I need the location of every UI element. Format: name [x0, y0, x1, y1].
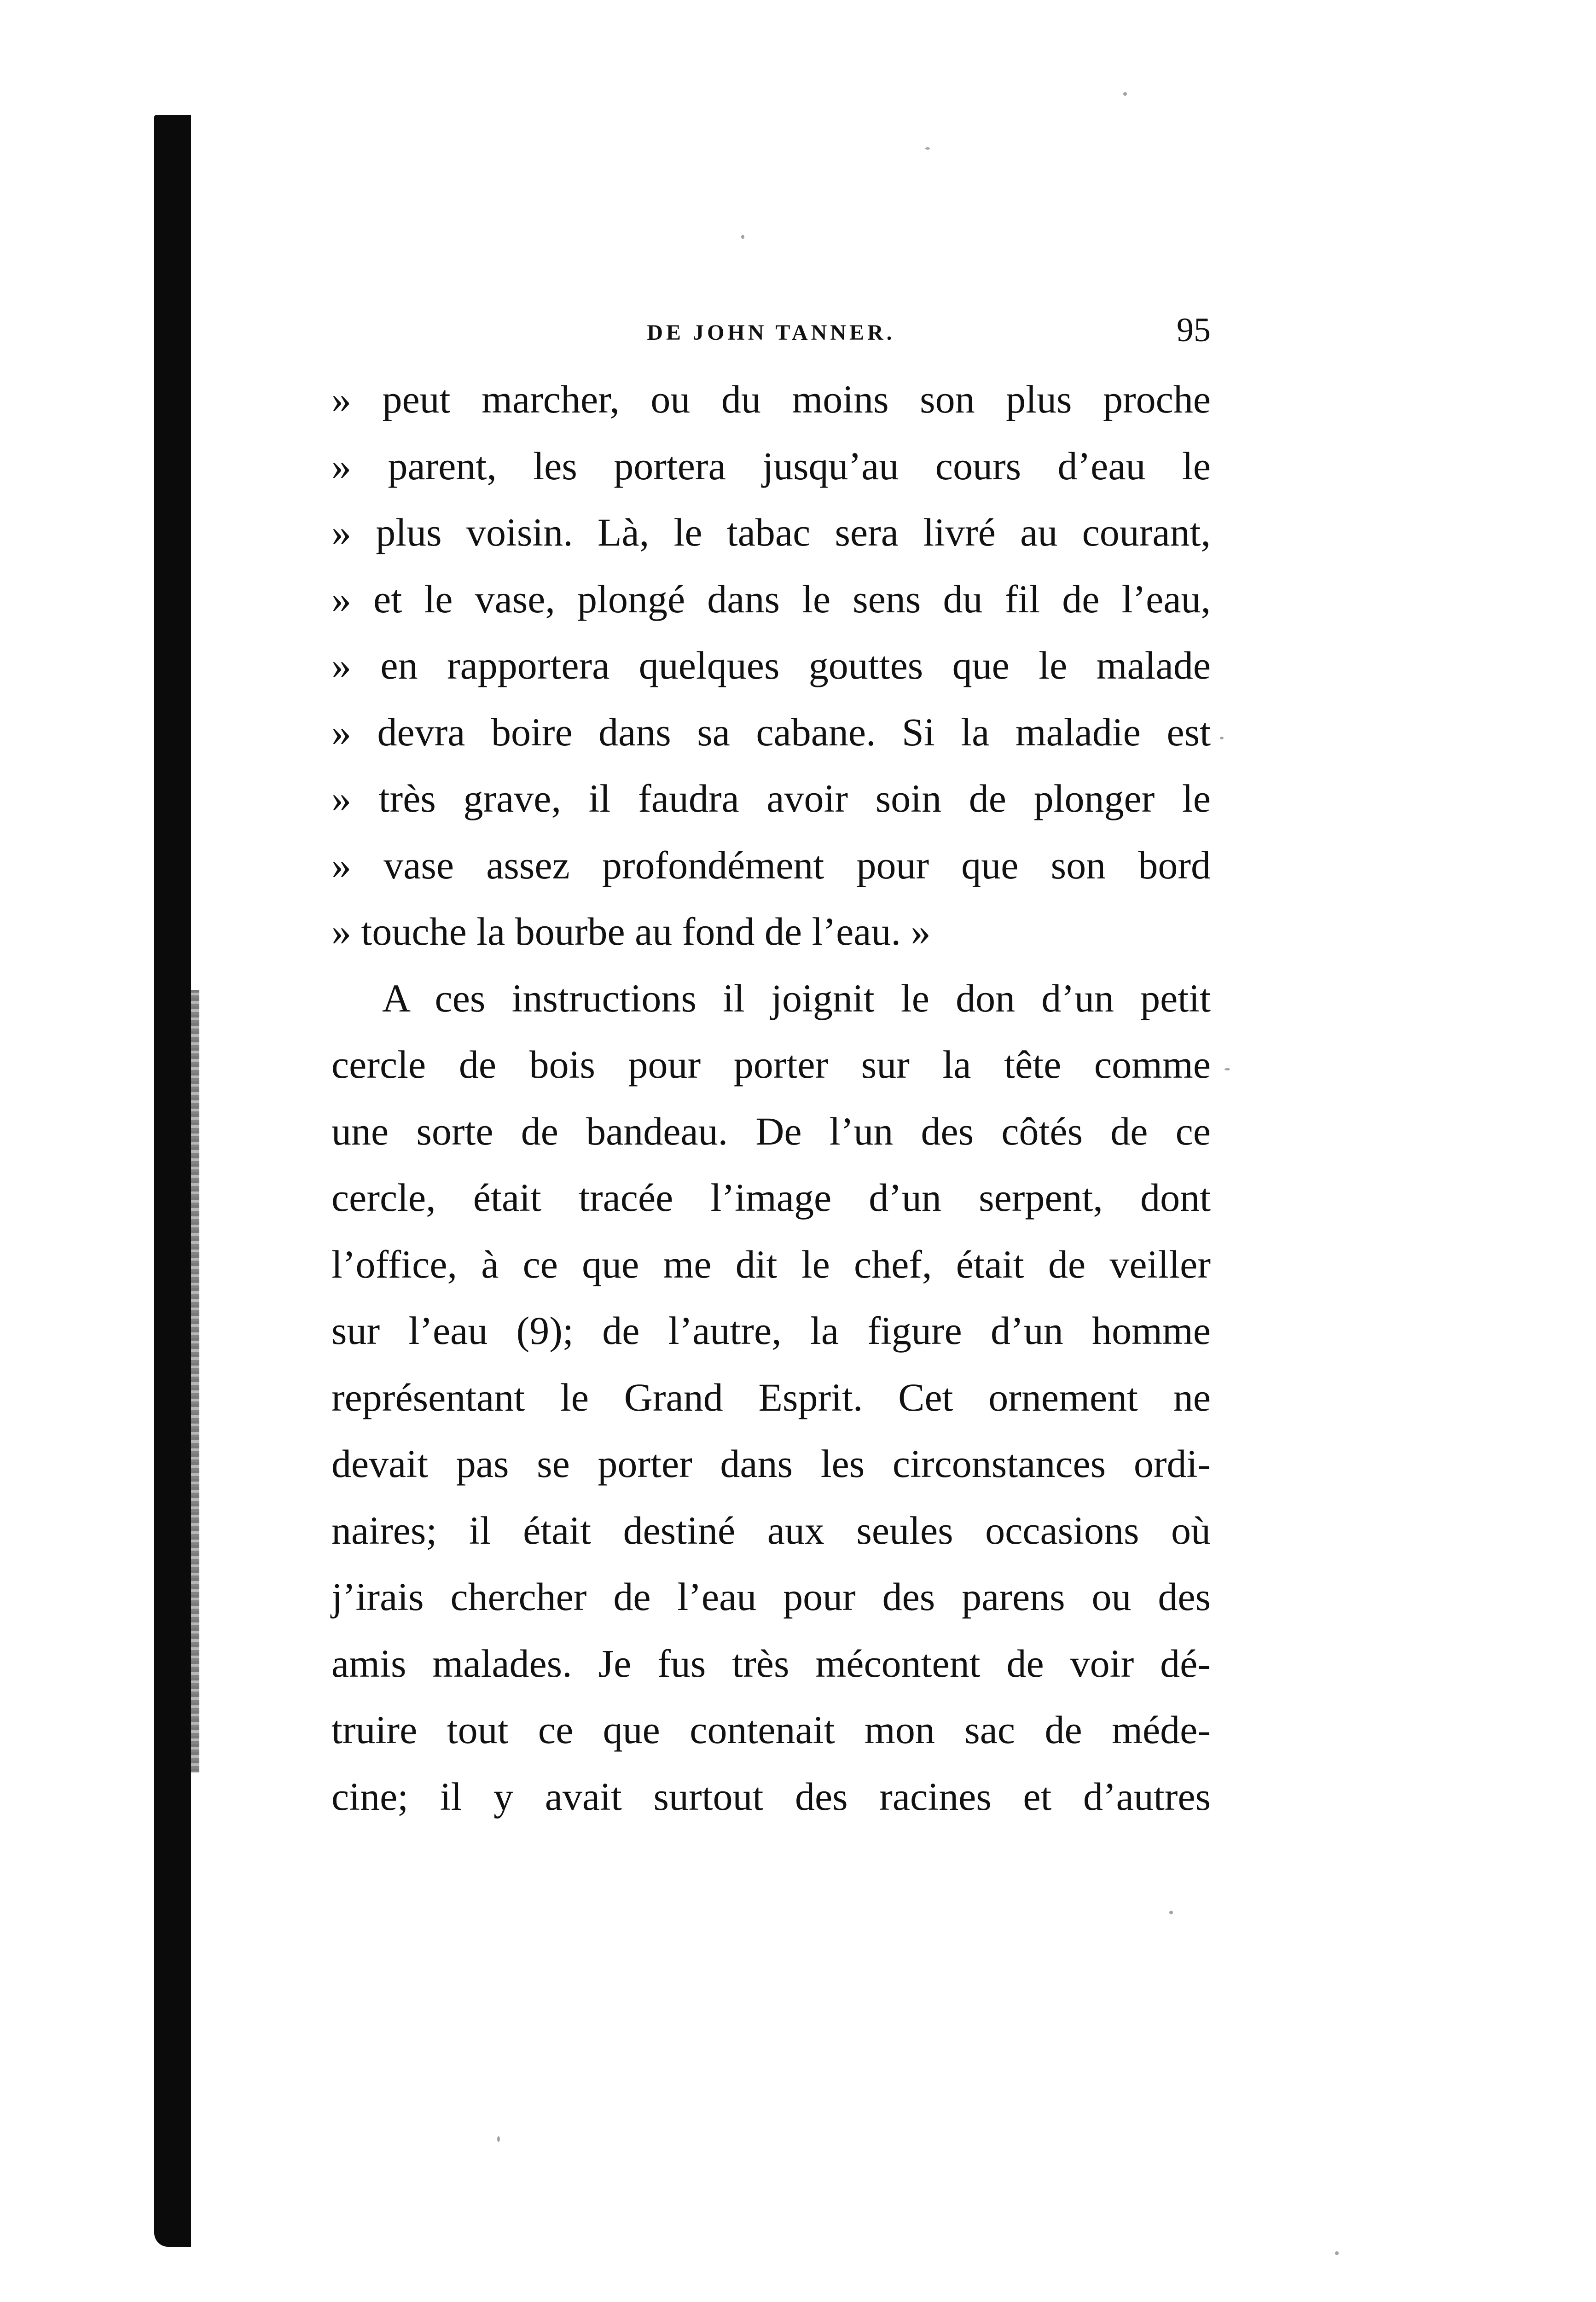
scan-speck: [1123, 92, 1127, 96]
text-line: cercle, était tracée l’image d’un serpent, dont: [331, 1175, 1211, 1220]
text-line: cine; il y avait surtout des racines et d’autres: [331, 1774, 1211, 1819]
running-head: [331, 311, 1211, 357]
scan-speck: [1220, 737, 1224, 739]
text-line: » devra boire dans sa cabane. Si la maladie est: [331, 709, 1211, 754]
text-line: une sorte de bandeau. De l’un des côtés de ce: [331, 1109, 1211, 1153]
scan-speck: [1225, 1068, 1230, 1070]
text-line: l’office, à ce que me dit le chef, était de veiller: [331, 1242, 1211, 1286]
text-line: » peut marcher, ou du moins son plus proche: [331, 377, 1211, 421]
text-line: » très grave, il faudra avoir soin de plonger le: [331, 776, 1211, 820]
binding-edge-shadow: [154, 115, 191, 2247]
text-line: » plus voisin. Là, le tabac sera livré au courant,: [331, 510, 1211, 554]
text-line: A ces instructions il joignit le don d’un petit: [382, 976, 1211, 1020]
text-line: » touche la bourbe au fond de l’eau. »: [331, 909, 931, 953]
scan-speck: [497, 2136, 500, 2142]
text-line: naires; il était destiné aux seules occasions où: [331, 1508, 1211, 1552]
text-line: devait pas se porter dans les circonstances ordi-: [331, 1442, 1211, 1486]
text-line: » en rapportera quelques gouttes que le malade: [331, 643, 1211, 687]
text-line: » et le vase, plongé dans le sens du fil de l’eau,: [331, 576, 1211, 621]
text-line: représentant le Grand Esprit. Cet ornement ne: [331, 1375, 1211, 1419]
body-text: [331, 366, 1211, 1830]
text-line: cercle de bois pour porter sur la tête comme: [331, 1042, 1211, 1087]
page-number: 95: [1177, 311, 1211, 349]
running-title: DE JOHN TANNER.: [647, 320, 895, 345]
text-line: j’irais chercher de l’eau pour des parens ou des: [331, 1575, 1211, 1619]
text-line: sur l’eau (9); de l’autre, la figure d’un homme: [331, 1308, 1211, 1353]
scan-speck: [1335, 2251, 1339, 2255]
text-line: amis malades. Je fus très mécontent de voir dé-: [331, 1641, 1211, 1686]
text-line: » parent, les portera jusqu’au cours d’eau le: [331, 443, 1211, 488]
scan-speck: [741, 235, 744, 239]
scan-speck: [925, 147, 930, 150]
text-line: » vase assez profondément pour que son bord: [331, 843, 1211, 887]
scan-speck: [1169, 1911, 1173, 1914]
text-line: truire tout ce que contenait mon sac de méde-: [331, 1708, 1211, 1752]
